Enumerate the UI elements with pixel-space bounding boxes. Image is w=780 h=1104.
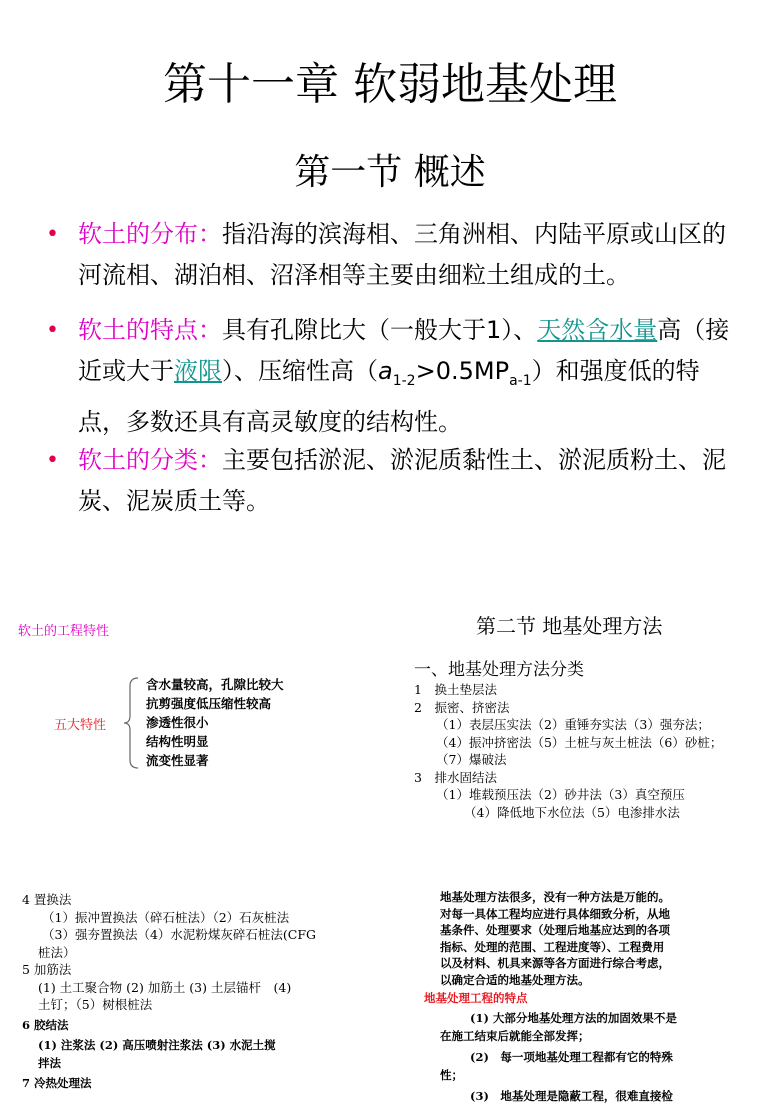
slide-heading: 一、地基处理方法分类: [414, 655, 584, 680]
method-line: 桩法）: [22, 944, 316, 962]
method-line: 4 置换法: [22, 891, 316, 909]
bullet-text: 主要包括淤泥、淤泥质黏性土、淤泥质粉土、泥炭、泥炭质土等。: [78, 446, 726, 515]
method-line: 1 换土垫层法: [414, 681, 722, 699]
bullet-text: 具有孔隙比大（一般大于1）、: [222, 316, 537, 344]
property-item: 抗剪强度低压缩性较高: [146, 694, 284, 713]
bullet-text: 高（接近或大于: [78, 316, 729, 385]
bullet-label: 软土的特点：: [78, 316, 222, 344]
method-list: [22, 891, 316, 1093]
paragraph-line: 基条件、处理要求（处理后地基应达到的各项: [440, 922, 677, 939]
bullet-icon: •: [46, 440, 59, 481]
property-item: 流变性显著: [146, 751, 284, 770]
bullet-label: 软土的分类：: [78, 446, 222, 474]
bullet-text: 指沿海的滨海相、三角洲相、内陆平原或山区的河流相、湖泊相、沼泽相等主要由细粒土组成的土。: [78, 220, 726, 289]
method-line: （7）爆破法: [414, 751, 722, 769]
paragraph-line: 指标、处理的范围、工程进度等）、工程费用: [440, 939, 677, 956]
method-line: 拌法: [22, 1055, 316, 1073]
bullet-text: ）和强度低的特点，多数还具有高灵敏度的结构性。: [78, 357, 700, 436]
formula-symbol: a: [378, 357, 393, 385]
link-water-content[interactable]: 天然含水量: [537, 316, 657, 344]
slide-title: 第二节 地基处理方法: [476, 610, 662, 639]
property-item: 含水量较高，孔隙比较大: [146, 675, 284, 694]
paragraph-line: 以及材料、机具来源等各方面进行综合考虑，: [440, 955, 677, 972]
method-line: （1）堆载预压法（2）砂井法（3）真空预压: [414, 786, 722, 804]
method-line: （1）表层压实法（2）重锤夯实法（3）强夯法；: [414, 716, 722, 734]
paragraph-line: 以确定合适的地基处理方法。: [440, 972, 677, 989]
group-label: 五大特性: [54, 714, 106, 733]
method-line: (1) 土工聚合物 (2) 加筋土 (3) 土层锚杆 (4): [22, 979, 316, 997]
bullet-text: ）、压缩性高（: [222, 357, 378, 385]
method-line: 7 冷热处理法: [22, 1075, 316, 1093]
bullet-distribution: [46, 214, 746, 296]
method-line: 土钉；（5）树根桩法: [22, 996, 316, 1014]
formula-sub: 1-2: [393, 373, 416, 389]
property-item: 渗透性很小: [146, 713, 284, 732]
section-title: 第一节 概述: [0, 144, 780, 195]
features-heading: 地基处理工程的特点: [424, 990, 677, 1007]
paragraph-line: 地基处理方法很多，没有一种方法是万能的。: [440, 889, 677, 906]
property-item: 结构性明显: [146, 732, 284, 751]
method-line: 6 胶结法: [22, 1017, 316, 1035]
property-list: [146, 675, 284, 770]
bullet-classification: [46, 440, 746, 522]
method-line: （4）振冲挤密法（5）土桩与灰土桩法（6）砂桩；: [414, 734, 722, 752]
intro-paragraph: [440, 889, 677, 1104]
bullet-label: 软土的分布：: [78, 220, 222, 248]
chapter-title: 第十一章 软弱地基处理: [0, 48, 780, 112]
method-line: (1) 注浆法 (2) 高压喷射注浆法 (3) 水泥土搅: [22, 1037, 316, 1055]
bullet-characteristics: [46, 310, 746, 443]
method-line: （4）降低地下水位法（5）电渗排水法: [414, 804, 722, 822]
method-line: （1）振冲置换法（碎石桩法）（2）石灰桩法: [22, 909, 316, 927]
slide-title: 软土的工程特性: [18, 620, 109, 639]
formula-text: >0.5MP: [416, 357, 509, 385]
formula-sub: a-1: [509, 373, 532, 389]
feature-point: 在施工结束后就能全部发挥；: [440, 1028, 677, 1045]
feature-point: (2) 每一项地基处理工程都有它的特殊: [440, 1049, 677, 1066]
bullet-icon: •: [46, 310, 59, 351]
method-line: 5 加筋法: [22, 961, 316, 979]
bullet-icon: •: [46, 214, 59, 255]
feature-point: (3) 地基处理是隐蔽工程，很难直接检: [440, 1088, 677, 1104]
feature-point: 性；: [440, 1067, 677, 1084]
link-liquid-limit[interactable]: 液限: [174, 357, 222, 385]
method-list: [414, 681, 722, 821]
brace-icon: [122, 676, 142, 770]
method-line: 3 排水固结法: [414, 769, 722, 787]
feature-point: (1) 大部分地基处理方法的加固效果不是: [440, 1010, 677, 1027]
method-line: （3）强夯置换法（4）水泥粉煤灰碎石桩法(CFG: [22, 926, 316, 944]
method-line: 2 振密、挤密法: [414, 699, 722, 717]
paragraph-line: 对每一具体工程均应进行具体细致分析，从地: [440, 906, 677, 923]
